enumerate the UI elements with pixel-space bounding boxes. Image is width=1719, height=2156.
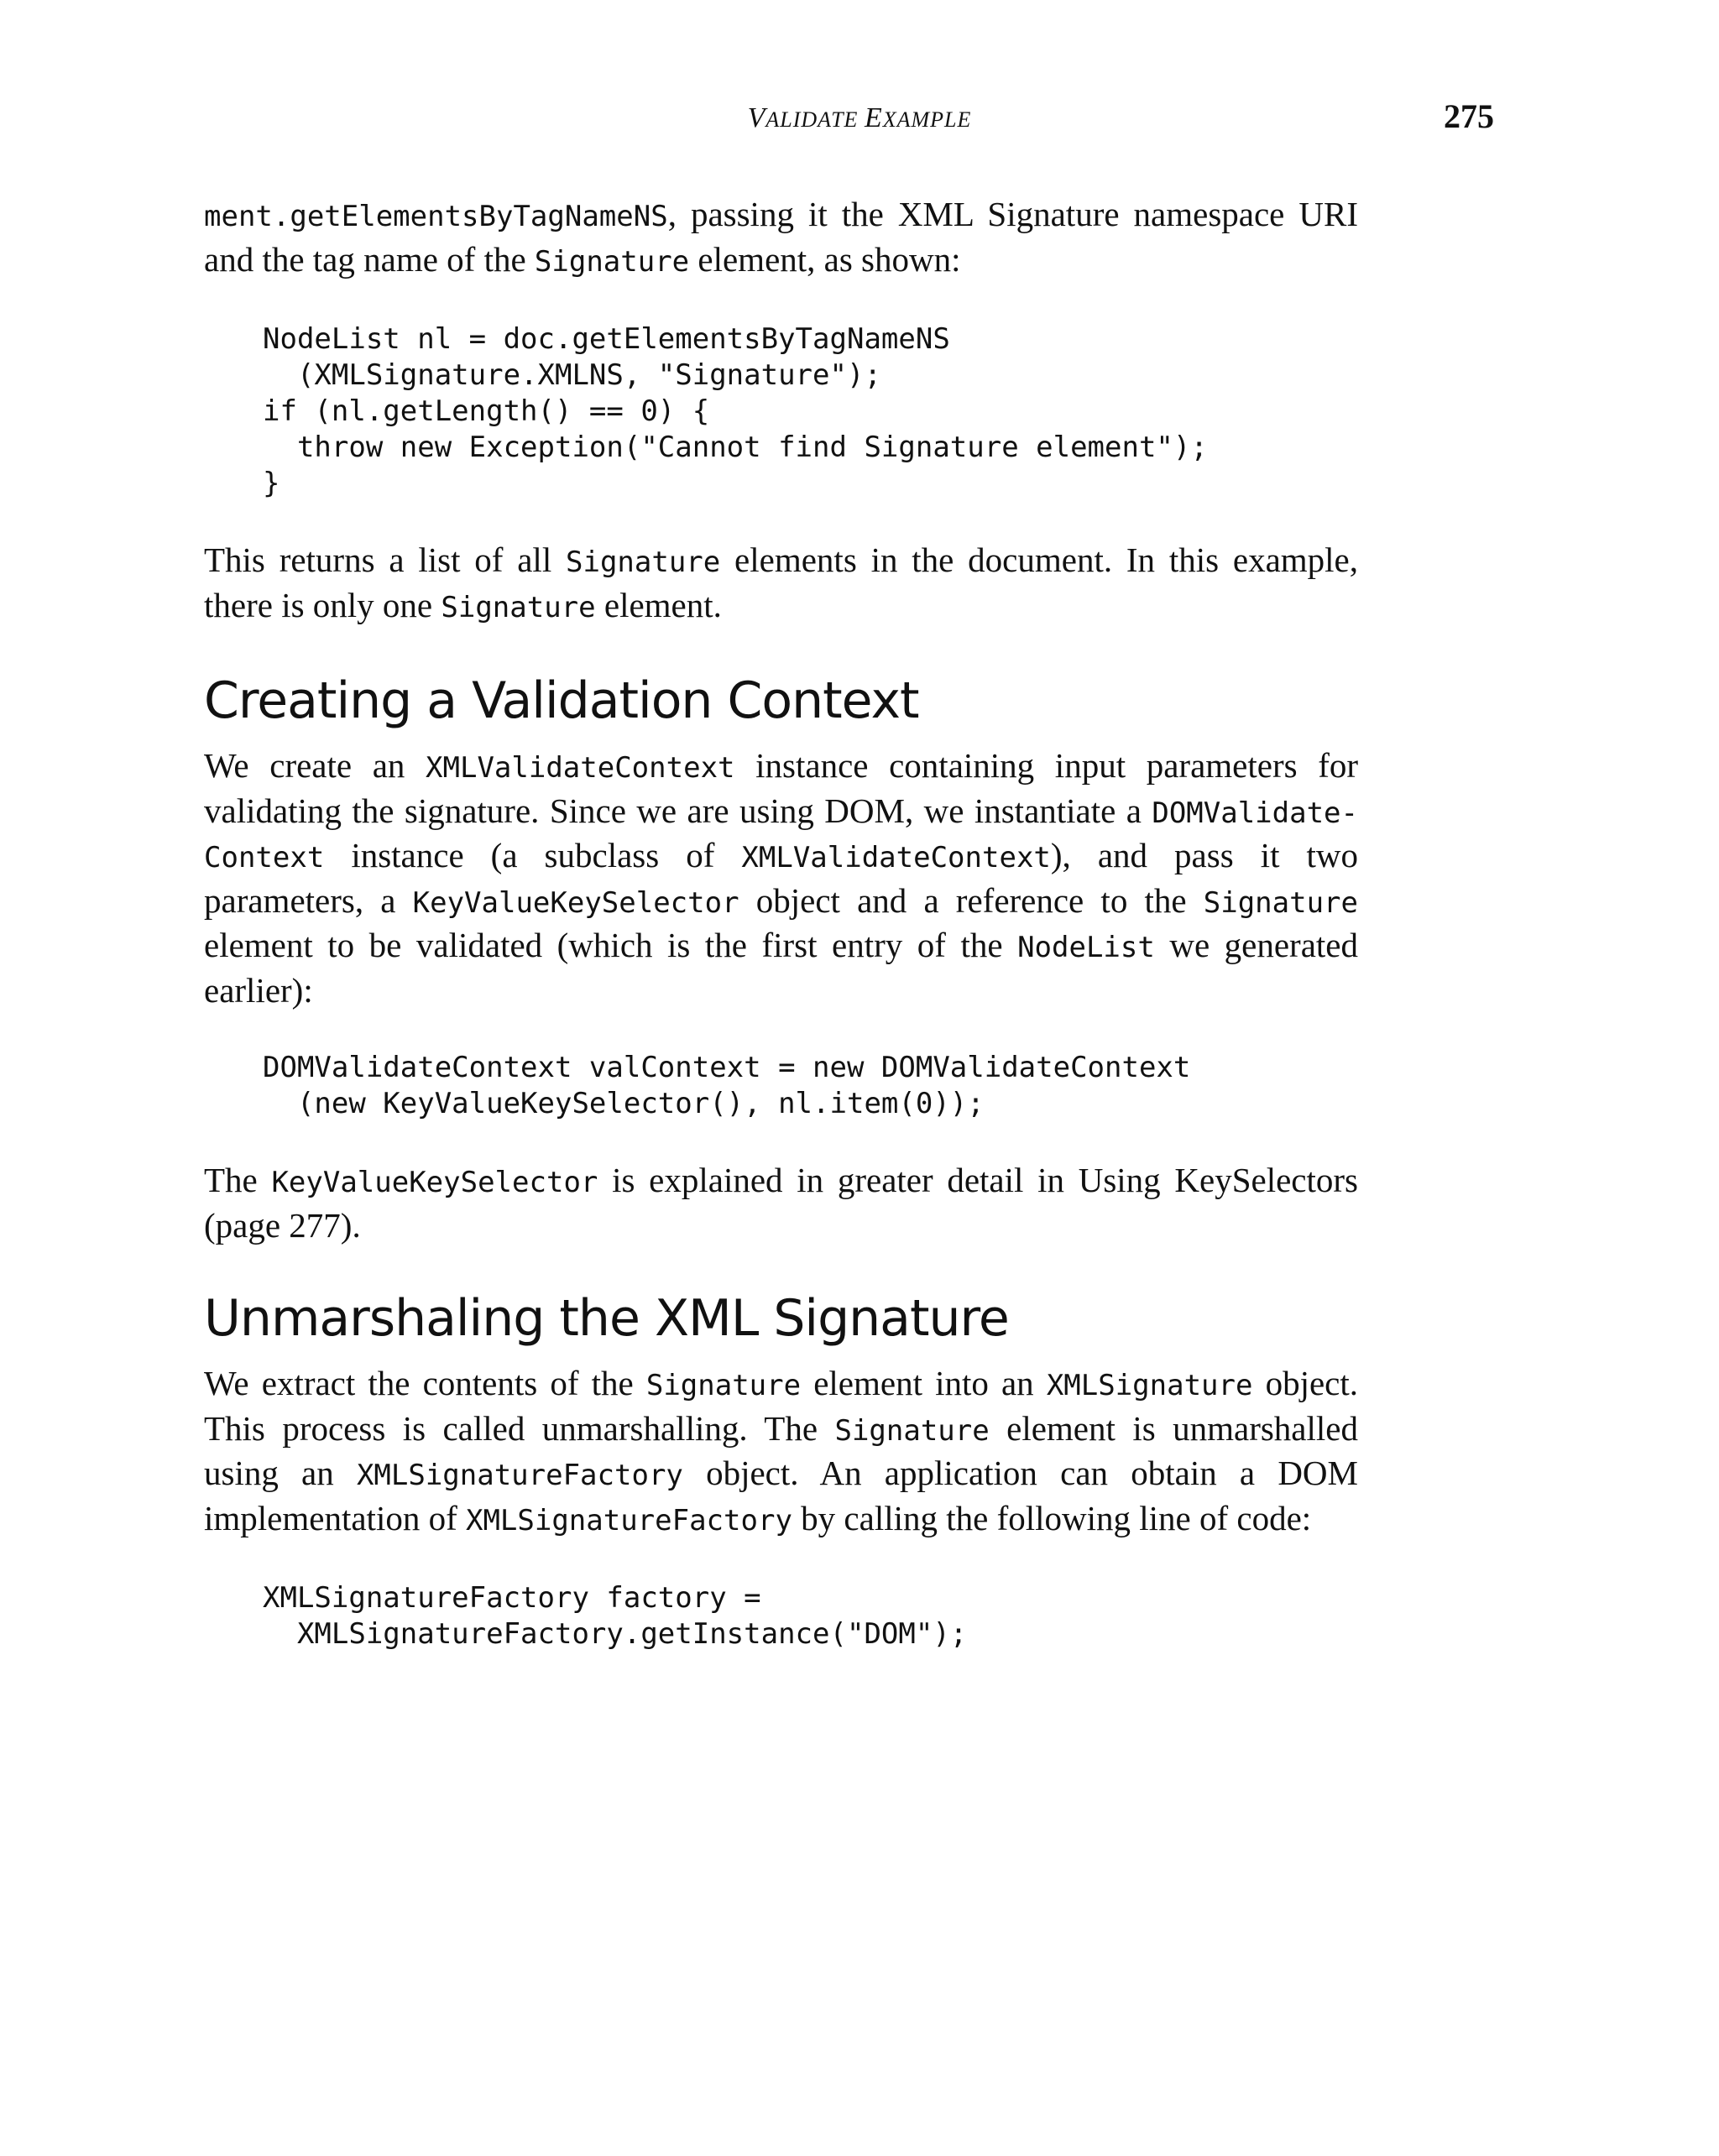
running-head-cap-e: E bbox=[864, 102, 883, 133]
inline-code: KeyValueKeySelector bbox=[412, 885, 739, 920]
text-run: object. An application can obtain a DOM implementation of bbox=[204, 1454, 1358, 1537]
paragraph-keyvalue-selector bbox=[204, 1159, 1358, 1246]
inline-code: Signature bbox=[834, 1413, 990, 1448]
text-run: object. This process is called unmarshalling. The bbox=[204, 1364, 1359, 1448]
page-number: 275 bbox=[1444, 97, 1494, 135]
text-run: The bbox=[204, 1161, 272, 1199]
running-head-small-caps-1: ALIDATE bbox=[765, 107, 859, 132]
text-run: elements in the document. In this example, there is only one bbox=[204, 540, 1358, 624]
paragraph-intro bbox=[204, 193, 1358, 283]
text-run: object and a reference to the bbox=[739, 880, 1204, 920]
section-heading-validation-context: Creating a Validation Context bbox=[204, 671, 919, 730]
inline-code: XMLSignatureFactory bbox=[465, 1503, 792, 1537]
inline-code: Signature bbox=[645, 1369, 802, 1402]
inline-code: NodeList bbox=[1017, 931, 1155, 964]
running-head-small-caps-2: XAMPLE bbox=[882, 107, 972, 132]
code-block-signature-factory: XMLSignatureFactory factory = XMLSignatureFactory.getInstance("DOM"); bbox=[263, 1581, 968, 1651]
text-run: We extract the contents of the bbox=[204, 1364, 646, 1402]
paragraph-validate-context bbox=[204, 744, 1358, 1011]
inline-code: Signature bbox=[441, 590, 596, 624]
inline-code: XMLSignatureFactory bbox=[356, 1459, 683, 1492]
inline-code: XMLValidateContext bbox=[741, 841, 1051, 874]
inline-code: Signature bbox=[534, 244, 690, 279]
text-run: , passing it the XML Signature namespace URI and the tag name of the bbox=[204, 195, 1358, 279]
inline-code: KeyValueKeySelector bbox=[271, 1166, 598, 1199]
inline-code: DOMValidate-Context bbox=[204, 796, 1358, 874]
text-run: We create an bbox=[204, 746, 426, 785]
text-run: This returns a list of all bbox=[204, 540, 567, 579]
inline-code: Signature bbox=[566, 546, 721, 579]
inline-code: Signature bbox=[1203, 885, 1358, 920]
text-run: ), and pass it two parameters, a bbox=[204, 836, 1358, 920]
inline-code: XMLSignature bbox=[1046, 1369, 1253, 1402]
code-block-domvalidatecontext: DOMValidateContext valContext = new DOMValidateContext (new KeyValueKeySelector(), nl.item(0)); bbox=[263, 1051, 1191, 1120]
text-run: instance containing input parameters for validating the signature. Since we are using DOM, we instantiate a bbox=[204, 746, 1358, 830]
text-run: is explained in greater detail in Using KeySelectors (page 277). bbox=[204, 1161, 1358, 1245]
text-run: element. bbox=[595, 585, 722, 624]
inline-code: ment.getElementsByTagNameNS bbox=[204, 200, 668, 233]
paragraph-returns-list bbox=[204, 539, 1358, 629]
text-run: element to be validated (which is the first entry of the bbox=[204, 926, 1018, 964]
text-run: we generated earlier): bbox=[204, 926, 1358, 1010]
text-run: element, as shown: bbox=[689, 239, 961, 279]
text-run: element into an bbox=[801, 1364, 1047, 1402]
text-run: by calling the following line of code: bbox=[792, 1498, 1312, 1537]
code-block-getelements: NodeList nl = doc.getElementsByTagNameNS (XMLSignature.XMLNS, "Signature"); if (nl.getLength() == 0) { throw new Exception("Cannot find Signature element"); } bbox=[263, 322, 1208, 500]
inline-code: XMLValidateContext bbox=[426, 751, 735, 785]
main-content bbox=[204, 193, 1358, 1652]
text-run: instance (a subclass of bbox=[324, 836, 742, 874]
paragraph-unmarshal bbox=[204, 1362, 1358, 1542]
text-run: element is unmarshalled using an bbox=[204, 1408, 1358, 1492]
running-head-cap-v: V bbox=[747, 102, 766, 133]
section-heading-unmarshaling: Unmarshaling the XML Signature bbox=[204, 1289, 1009, 1348]
